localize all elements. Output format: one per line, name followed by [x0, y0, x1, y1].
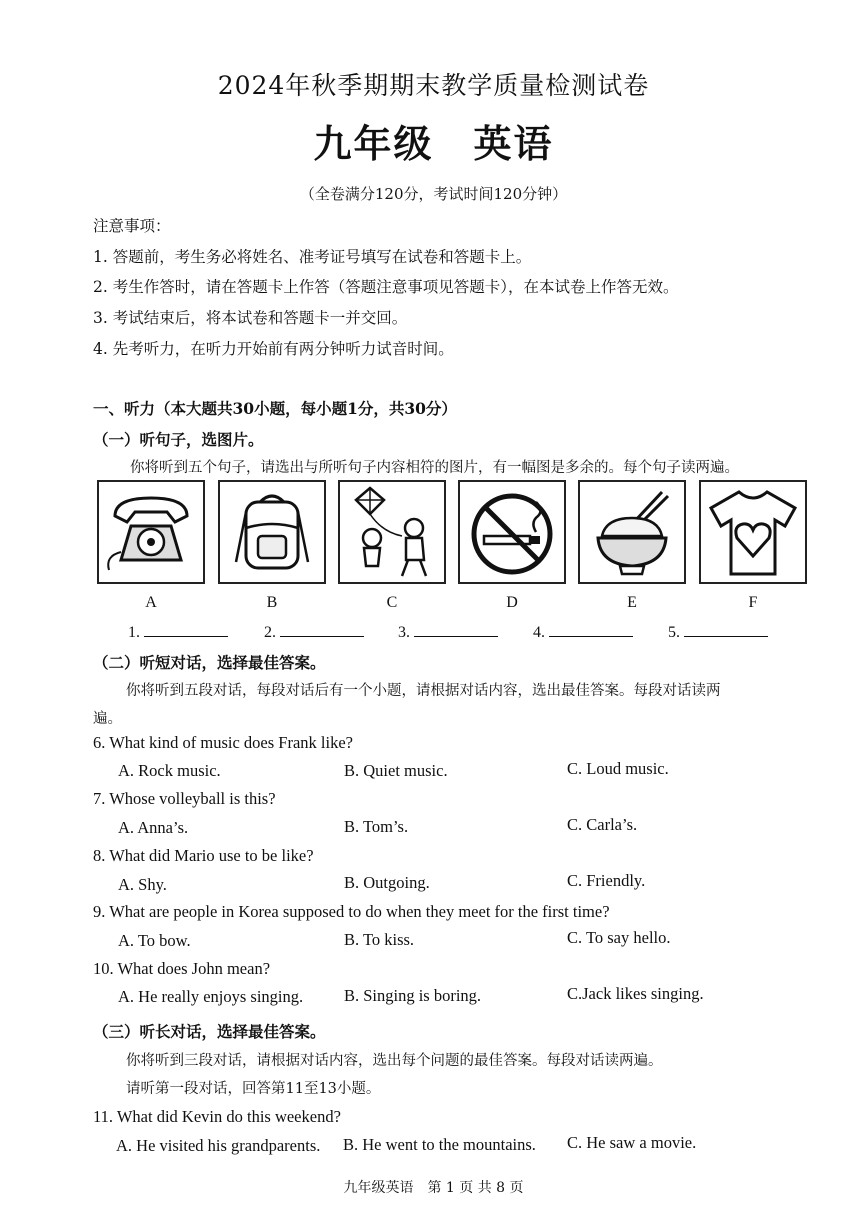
- answer-blank-3[interactable]: [398, 622, 498, 642]
- subject-label: 英语: [473, 121, 554, 166]
- rice-bowl-icon: [580, 482, 684, 582]
- answer-blank-4[interactable]: [533, 622, 633, 642]
- picture-c: [338, 480, 446, 584]
- backpack-icon: [220, 482, 324, 582]
- picture-label-b: B: [266, 594, 278, 611]
- note-item-2: 2. 考生作答时，请在答题卡上作答（答题注意事项见答题卡），在本试卷上作答无效。: [93, 278, 679, 296]
- part2-instruction-cont: 遍。: [93, 711, 122, 727]
- question-9: 9. What are people in Korea supposed to do when they meet for the first time?: [93, 902, 610, 921]
- option-11b[interactable]: B. He went to the mountains.: [343, 1135, 536, 1154]
- option-6a[interactable]: A. Rock music.: [118, 761, 221, 780]
- picture-label-c: C: [386, 594, 398, 611]
- option-6b[interactable]: B. Quiet music.: [344, 761, 448, 780]
- tshirt-heart-icon: [701, 482, 805, 582]
- picture-label-d: D: [506, 594, 518, 611]
- question-11: 11. What did Kevin do this weekend?: [93, 1107, 341, 1126]
- part2-instruction: 你将听到五段对话，每段对话后有一个小题，请根据对话内容，选出最佳答案。每段对话读两: [126, 683, 721, 699]
- blank-number: 3.: [398, 624, 410, 641]
- option-9b[interactable]: B. To kiss.: [344, 930, 415, 949]
- answer-blank-2[interactable]: [264, 622, 364, 642]
- part2-heading: （二）听短对话，选择最佳答案。: [93, 653, 326, 672]
- section1-heading: 一、听力（本大题共30小题，每小题1分，共30分）: [93, 399, 457, 418]
- picture-e: [578, 480, 686, 584]
- option-10a[interactable]: A. He really enjoys singing.: [118, 987, 304, 1006]
- option-9c[interactable]: C. To say hello.: [567, 928, 671, 947]
- exam-title: 2024年秋季期期末教学质量检测试卷: [217, 71, 650, 100]
- note-item-4: 4. 先考听力，在听力开始前有两分钟听力试音时间。: [93, 340, 454, 358]
- answer-blank-5[interactable]: [668, 622, 768, 642]
- part1-heading: （一）听句子，选图片。: [93, 430, 264, 449]
- blank-number: 4.: [533, 624, 545, 641]
- page-footer: 九年级英语 第 1 页 共 8 页: [343, 1180, 524, 1196]
- blank-number: 5.: [668, 624, 680, 641]
- part3-instruction: 你将听到三段对话，请根据对话内容，选出每个问题的最佳答案。每段对话读两遍。: [126, 1053, 663, 1069]
- question-7: 7. Whose volleyball is this?: [93, 789, 276, 808]
- grade-label: 九年级: [313, 121, 434, 166]
- kite-kids-icon: [340, 482, 444, 582]
- picture-label-e: E: [627, 594, 637, 611]
- note-item-3: 3. 考试结束后，将本试卷和答题卡一并交回。: [93, 309, 408, 327]
- option-8c[interactable]: C. Friendly.: [567, 871, 646, 890]
- blank-number: 2.: [264, 624, 276, 641]
- picture-label-a: A: [145, 594, 157, 611]
- picture-d: [458, 480, 566, 584]
- grade-subject-title: [0, 113, 867, 168]
- no-smoking-icon: [460, 482, 564, 582]
- option-7b[interactable]: B. Tom’s.: [344, 817, 409, 836]
- part3-heading: （三）听长对话，选择最佳答案。: [93, 1022, 326, 1041]
- option-6c[interactable]: C. Loud music.: [567, 759, 669, 778]
- score-info: （全卷满分120分，考试时间120分钟）: [299, 185, 568, 203]
- option-8a[interactable]: A. Shy.: [118, 875, 167, 894]
- option-9a[interactable]: A. To bow.: [118, 931, 191, 950]
- option-10b[interactable]: B. Singing is boring.: [344, 986, 482, 1005]
- question-6: 6. What kind of music does Frank like?: [93, 733, 353, 752]
- telephone-icon: [99, 482, 203, 582]
- option-11a[interactable]: A. He visited his grandparents.: [116, 1136, 321, 1155]
- picture-f: [699, 480, 807, 584]
- option-7a[interactable]: A. Anna’s.: [118, 818, 189, 837]
- blank-number: 1.: [128, 624, 140, 641]
- option-7c[interactable]: C. Carla’s.: [567, 815, 638, 834]
- answer-blank-1[interactable]: [128, 622, 228, 642]
- picture-b: [218, 480, 326, 584]
- option-10c[interactable]: C.Jack likes singing.: [567, 984, 704, 1003]
- picture-label-f: F: [748, 594, 758, 611]
- part3-sub-instruction: 请听第一段对话，回答第11至13小题。: [126, 1081, 381, 1097]
- question-8: 8. What did Mario use to be like?: [93, 846, 314, 865]
- part1-instruction: 你将听到五个句子，请选出与所听句子内容相符的图片，有一幅图是多余的。每个句子读两遍。: [130, 460, 739, 476]
- option-8b[interactable]: B. Outgoing.: [344, 873, 430, 892]
- picture-a: [97, 480, 205, 584]
- option-11c[interactable]: C. He saw a movie.: [567, 1133, 697, 1152]
- notes-heading: 注意事项：: [93, 217, 171, 235]
- note-item-1: 1. 答题前，考生务必将姓名、准考证号填写在试卷和答题卡上。: [93, 248, 532, 266]
- question-10: 10. What does John mean?: [93, 959, 271, 978]
